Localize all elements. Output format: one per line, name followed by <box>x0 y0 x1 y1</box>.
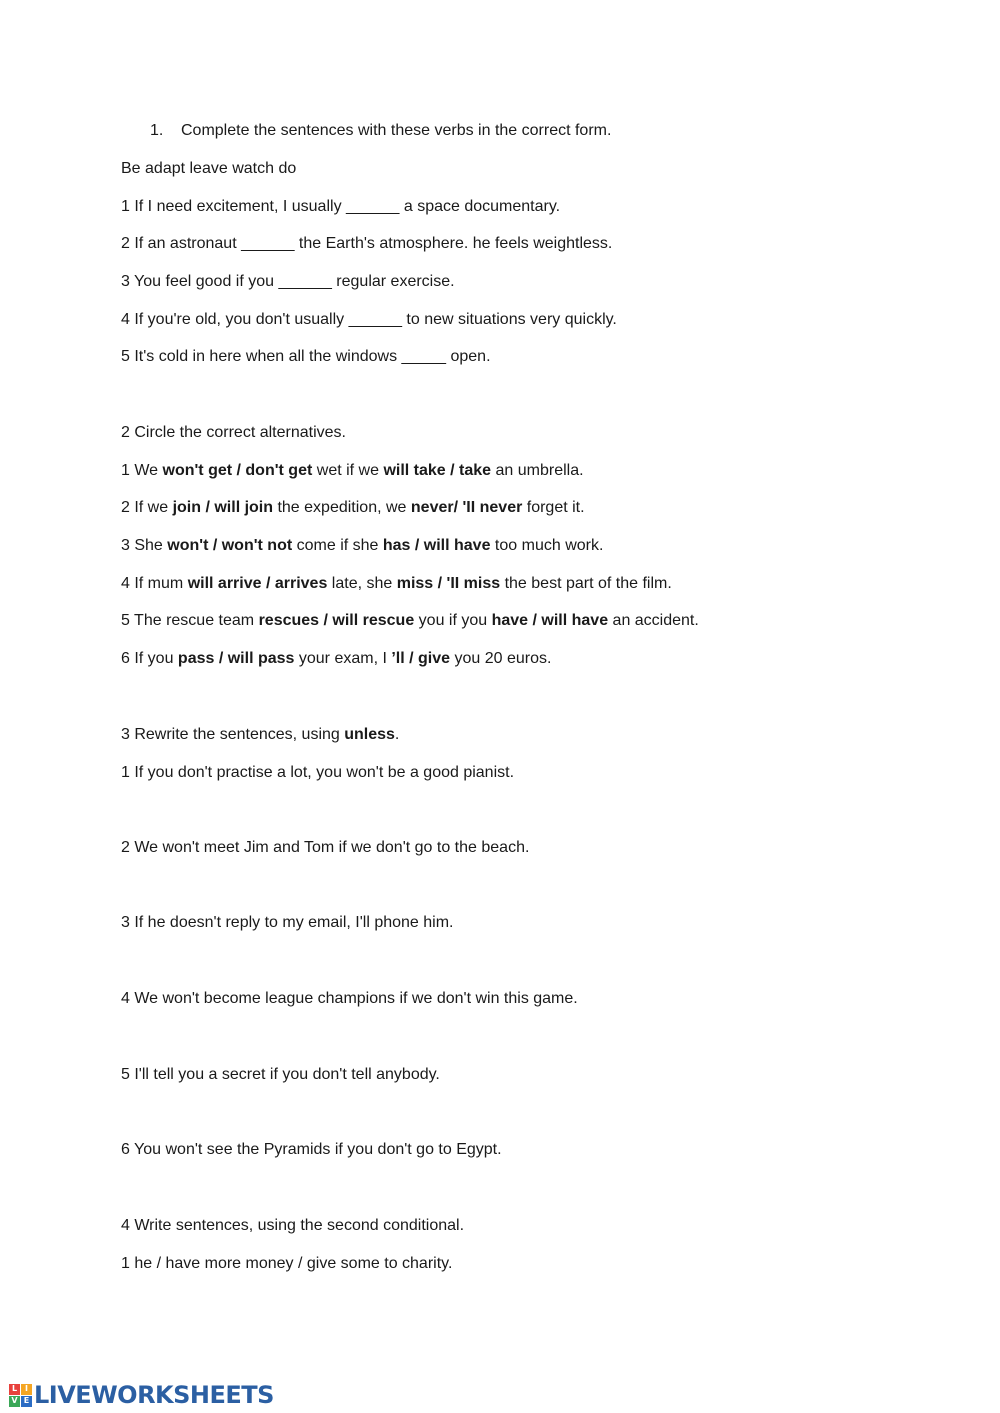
answer-options: join / will join <box>172 499 274 516</box>
answer-options: miss / 'II miss <box>396 575 501 592</box>
sentence-text: the best part of the film. <box>500 575 672 592</box>
logo-letter: L <box>9 1384 20 1395</box>
sentence-text: 2 If we <box>121 499 173 516</box>
sentence-text: your exam, I <box>294 650 392 667</box>
exercise1-item: 3 You feel good if you ______ regular exercise. <box>121 273 455 290</box>
sentence-text: late, she <box>327 575 397 592</box>
sentence-text: 4 If mum <box>121 575 188 592</box>
exercise1-heading-number: 1. <box>150 122 164 139</box>
sentence-text: an umbrella. <box>491 462 584 479</box>
answer-options: will arrive / arrives <box>187 575 328 592</box>
sentence-text: the expedition, we <box>273 499 411 516</box>
sentence-text: 3 She <box>121 537 168 554</box>
answer-options: rescues / will rescue <box>258 612 415 629</box>
sentence-text: 5 The rescue team <box>121 612 259 629</box>
exercise3-heading-text: 3 Rewrite the sentences, using <box>121 726 345 743</box>
exercise2-item <box>121 536 603 556</box>
answer-options: has / will have <box>382 537 491 554</box>
answer-options: ’ll / give <box>391 650 451 667</box>
exercise2-item <box>121 461 584 481</box>
exercise3-heading-keyword: unless <box>344 726 395 743</box>
logo-brand-text: LIVEWORKSHEETS <box>34 1381 274 1409</box>
answer-options: will take / take <box>383 462 492 479</box>
sentence-text: 6 If you <box>121 650 178 667</box>
exercise3-item: 5 I'll tell you a secret if you don't tell anybody. <box>121 1066 440 1083</box>
exercise3-heading <box>121 725 399 745</box>
liveworksheets-logo[interactable] <box>9 1381 274 1409</box>
exercise1-item: 5 It's cold in here when all the windows _____ open. <box>121 348 491 365</box>
exercise2-item <box>121 611 699 631</box>
answer-options: have / will have <box>491 612 609 629</box>
sentence-text: come if she <box>292 537 383 554</box>
sentence-text: you if you <box>414 612 492 629</box>
answer-options: pass / will pass <box>177 650 295 667</box>
answer-options: won't / won't not <box>167 537 293 554</box>
exercise1-heading <box>150 121 611 141</box>
exercise2-item <box>121 498 585 518</box>
sentence-text: 1 We <box>121 462 163 479</box>
sentence-text: too much work. <box>490 537 604 554</box>
exercise2-heading: 2 Circle the correct alternatives. <box>121 424 346 441</box>
logo-mark-icon <box>9 1384 32 1407</box>
exercise2-item <box>121 574 672 594</box>
logo-letter: I <box>21 1384 32 1395</box>
exercise3-item: 4 We won't become league champions if we don't win this game. <box>121 990 578 1007</box>
exercise1-word-bank: Be adapt leave watch do <box>121 160 297 177</box>
exercise3-heading-period: . <box>394 726 400 743</box>
answer-options: never/ 'II never <box>410 499 523 516</box>
exercise3-item: 6 You won't see the Pyramids if you don't go to Egypt. <box>121 1141 502 1158</box>
logo-letter: E <box>21 1396 32 1407</box>
exercise1-item: 2 If an astronaut ______ the Earth's atmosphere. he feels weightless. <box>121 235 613 252</box>
sentence-text: you 20 euros. <box>450 650 552 667</box>
exercise3-item: 1 If you don't practise a lot, you won't be a good pianist. <box>121 764 515 781</box>
exercise1-item: 4 If you're old, you don't usually ______ to new situations very quickly. <box>121 311 617 328</box>
exercise4-item: 1 he / have more money / give some to charity. <box>121 1255 453 1272</box>
exercise1-item: 1 If I need excitement, I usually ______ a space documentary. <box>121 198 561 215</box>
exercise3-item: 2 We won't meet Jim and Tom if we don't go to the beach. <box>121 839 530 856</box>
answer-options: won't get / don't get <box>162 462 313 479</box>
sentence-text: wet if we <box>312 462 384 479</box>
exercise2-item <box>121 649 551 669</box>
logo-letter: V <box>9 1396 20 1407</box>
exercise4-heading: 4 Write sentences, using the second conditional. <box>121 1217 465 1234</box>
exercise1-heading-text: Complete the sentences with these verbs in the correct form. <box>181 122 612 139</box>
sentence-text: forget it. <box>522 499 585 516</box>
exercise3-item: 3 If he doesn't reply to my email, I'll phone him. <box>121 914 454 931</box>
sentence-text: an accident. <box>608 612 699 629</box>
